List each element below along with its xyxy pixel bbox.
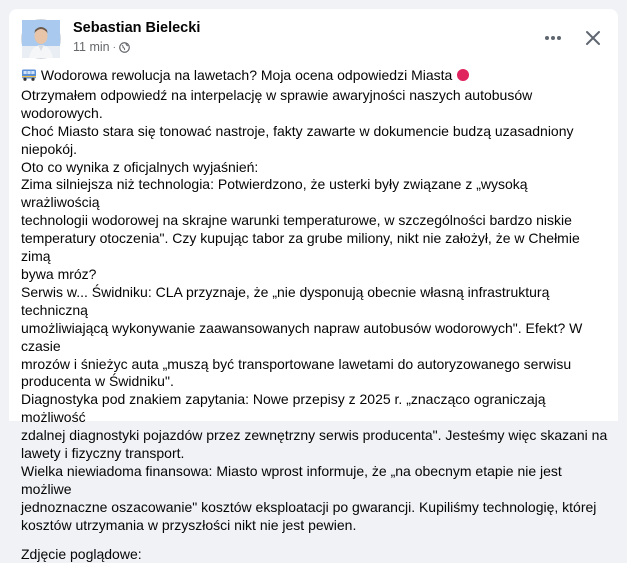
author-avatar[interactable] (21, 19, 61, 59)
post-card (9, 9, 618, 562)
post-title-line (21, 67, 609, 87)
post-line: jednoznaczne oszacowanie" kosztów eksploatacji po gwarancji. Kupiliśmy technologię, której (21, 498, 597, 515)
paragraph-gap (21, 535, 609, 546)
post-meta (73, 40, 130, 54)
red-circle-icon (456, 68, 470, 87)
post-line: mrozów i śnieżyc auta „muszą być transportowane lawetami do autoryzowanego serwisu (21, 355, 572, 372)
post-line: Otrzymałem odpowiedź na interpelację w sprawie awaryjności naszych autobusów wodorowych. (21, 86, 533, 121)
post-line: lawety i fizyczny transport. (21, 445, 185, 462)
post-time[interactable]: 11 min (73, 40, 110, 54)
close-icon[interactable] (580, 25, 606, 51)
bus-icon (21, 68, 37, 87)
author-name[interactable]: Sebastian Bielecki (73, 20, 201, 36)
more-horizontal-icon[interactable] (540, 25, 566, 51)
post-line: umożliwiającą wykonywanie zaawansowanych napraw autobusów wodorowych". Efekt? W czasie (21, 319, 583, 354)
post-line: producenta w Świdniku". (21, 373, 174, 390)
post-header (21, 19, 606, 61)
post-line: bywa mróz? (21, 265, 97, 282)
post-line: Diagnostyka pod znakiem zapytania: Nowe przepisy z 2025 r. „znacząco ograniczają możliwość (21, 391, 546, 426)
post-line: Choć Miasto stara się tonować nastroje, fakty zawarte w dokumencie budzą uzasadniony niepokój. (21, 122, 574, 157)
post-line: kosztów utrzymania w przyszłości nikt nie jest pewien. (21, 516, 357, 533)
post-line: Oto co wynika z oficjalnych wyjaśnień: (21, 158, 259, 175)
post-line: technologii wodorowej na skrajne warunki temperaturowe, w szczególności bardzo niskie (21, 212, 572, 229)
post-line: Zima silniejsza niż technologia: Potwierdzono, że usterki były związane z „wysoką wrażliwością (21, 176, 528, 211)
post-footer-line: Zdjęcie poglądowe: (21, 545, 142, 562)
meta-separator: · (112, 41, 116, 53)
post-actions (540, 25, 606, 51)
post-line: Wielka niewiadoma finansowa: Miasto wprost informuje, że „na obecnym etapie nie jest możliwe (21, 462, 562, 497)
post-line: temperatury otoczenia". Czy kupując tabor za grube miliony, nikt nie założył, że w Chełmie zimą (21, 230, 580, 265)
post-title: Wodorowa rewolucja na lawetach? Moja ocena odpowiedzi Miasta (40, 67, 453, 83)
post-body (21, 67, 609, 563)
post-line: zdalnej diagnostyki pojazdów przez zewnętrzny serwis producenta". Jesteśmy więc skazani na (21, 427, 608, 444)
globe-icon[interactable] (119, 42, 130, 53)
post-line: Serwis w... Świdniku: CLA przyznaje, że „nie dysponują obecnie własną infrastrukturą techniczną (21, 283, 550, 318)
